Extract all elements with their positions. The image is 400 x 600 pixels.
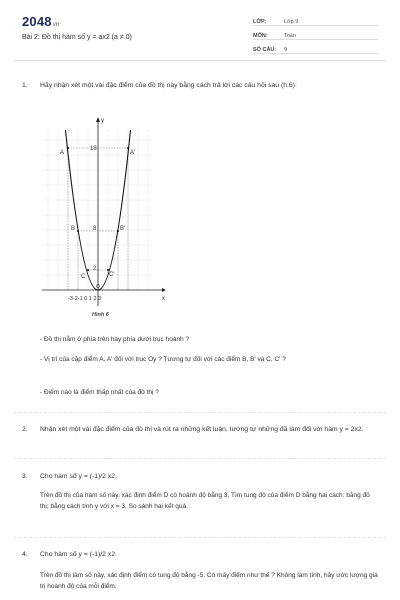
meta-row-subject <box>253 30 378 40</box>
meta-label: SỐ CÂU: <box>253 47 277 53</box>
point-label-c-prime: C' <box>109 272 115 278</box>
sub-question: - Đồ thị nằm ở phía trên hay phía dưới trục hoành ? <box>40 336 190 343</box>
question-number: 2. <box>22 426 28 433</box>
meta-value: Toán <box>284 33 296 39</box>
site-logo[interactable] <box>22 14 59 29</box>
point-label-c: C <box>81 274 86 280</box>
tick-label-2: 2 <box>93 266 97 272</box>
question-separator <box>14 458 386 459</box>
question-separator <box>14 537 386 538</box>
meta-panel <box>253 16 378 58</box>
point-label-a-prime: A' <box>130 150 136 156</box>
figure-caption: Hình 6 <box>92 312 109 318</box>
logo-suffix: vn <box>52 22 60 28</box>
logo-text: 2048 <box>22 14 52 29</box>
question-text: Nhận xét một vài đặc điểm của đồ thị và rút ra những kết luận, tương tự những đã làm đối với hàm y = 2x2. <box>40 426 364 433</box>
point-label-b: B <box>71 226 76 232</box>
meta-row-class <box>253 16 378 26</box>
sub-question: - Điểm nào là điểm thấp nhất của đồ thị ? <box>40 389 159 396</box>
origin-label: O <box>96 284 100 290</box>
question-number: 4. <box>22 551 28 558</box>
question-text: Cho hàm số y = (-1)/2 x2. <box>40 473 117 480</box>
tick-label-18: 18 <box>90 146 97 152</box>
meta-label: LỚP: <box>253 19 267 25</box>
parabola-figure <box>40 110 170 320</box>
header-divider <box>14 60 386 61</box>
point-label-a: A <box>60 150 65 156</box>
question-number: 3. <box>22 473 28 480</box>
x-axis-arrow <box>162 288 166 292</box>
tick-label-8: 8 <box>93 226 97 232</box>
meta-value: Lớp 9 <box>284 19 299 25</box>
question-number: 1. <box>22 82 28 89</box>
lesson-title: Bài 2: Đồ thị hàm số y = ax2 (a ≠ 0) <box>22 34 132 41</box>
y-axis-label: y <box>101 118 104 124</box>
point-label-b-prime: B' <box>120 226 126 232</box>
meta-label: MÔN: <box>253 33 268 39</box>
sub-question: - Vị trí của cặp điểm A, A' đối với trục Oy ? Tương tự đối với các điểm B, B' và C, C' ? <box>40 356 286 363</box>
question-text: Cho hàm số y = (-1)/2 x2. <box>40 551 117 558</box>
x-tick-labels: -3-2-1 0 1 2 3 <box>68 296 102 302</box>
y-axis-arrow <box>96 117 100 122</box>
question-separator <box>14 412 386 413</box>
meta-value: 9 <box>284 47 288 53</box>
x-axis-label: x <box>162 296 165 302</box>
question-text: Hãy nhận xét một vài đặc điểm của đồ thị này bằng cách trả lời các câu hỏi sau (h.6): <box>40 82 297 89</box>
meta-row-count <box>253 44 378 54</box>
sub-question: Trên đồ thị làm số này, xác định điểm có tung độ bằng -5. Có mấy điểm như thế ? Không làm tính, hãy ước lượng giá trị hoành độ của mỗi điểm. <box>40 572 378 590</box>
sub-question: Trên đồ thị của hàm số này, xác định điểm D có hoành độ bằng 3. Tìm tung độ của điểm D bằng hai cách: bằng đồ thị; bằng cách tính y với x = 3. So sánh hai kết quả. <box>40 492 370 510</box>
